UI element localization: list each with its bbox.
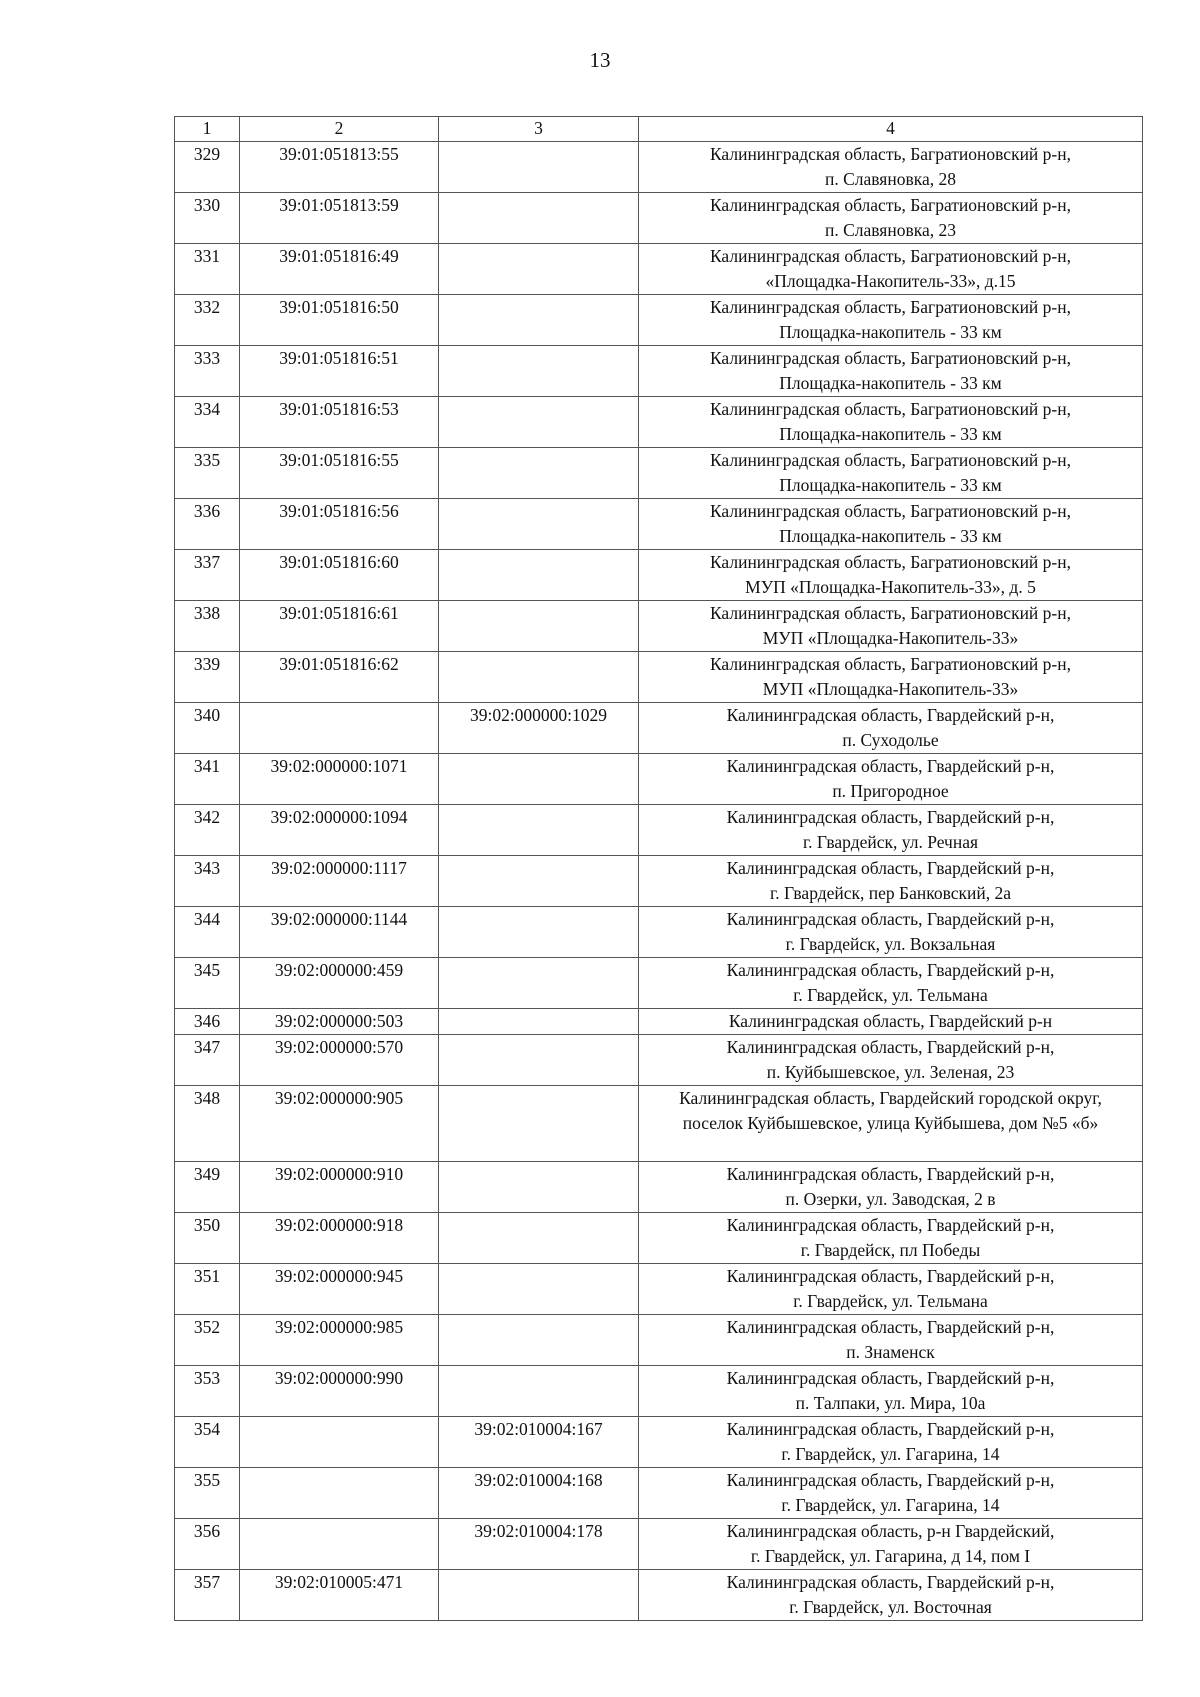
- address-line-1: Калининградская область, Багратионовский р-н,: [709, 654, 1071, 674]
- table-row: [175, 295, 1143, 346]
- address-line-1: Калининградская область, Багратионовский р-н,: [709, 195, 1071, 215]
- table-body: [175, 142, 1143, 1621]
- row-number-cell: 338: [175, 601, 240, 652]
- cadastral-number-cell: 39:01:051816:62: [240, 652, 439, 703]
- row-number-cell: 351: [175, 1264, 240, 1315]
- cadastral-number-alt-cell: [439, 601, 639, 652]
- address-cell: [639, 907, 1143, 958]
- address-cell: [639, 601, 1143, 652]
- table-row: [175, 1570, 1143, 1621]
- row-number-cell: 332: [175, 295, 240, 346]
- row-number-cell: 349: [175, 1162, 240, 1213]
- address-cell: [639, 1086, 1143, 1162]
- address-cell: [639, 958, 1143, 1009]
- table-row: [175, 244, 1143, 295]
- cadastral-number-cell: [240, 703, 439, 754]
- table-row: [175, 1162, 1143, 1213]
- row-number-cell: 356: [175, 1519, 240, 1570]
- table-row: [175, 1417, 1143, 1468]
- address-line-1: Калининградская область, Гвардейский р-н,: [726, 960, 1055, 980]
- address-cell: [639, 1162, 1143, 1213]
- address-cell: [639, 805, 1143, 856]
- address-line-1: Калининградская область, Багратионовский р-н,: [709, 297, 1071, 317]
- row-number-cell: 345: [175, 958, 240, 1009]
- table-row: [175, 1035, 1143, 1086]
- table-row: [175, 652, 1143, 703]
- address-line-1: Калининградская область, Гвардейский р-н,: [726, 807, 1055, 827]
- cadastral-number-alt-cell: [439, 1035, 639, 1086]
- table-row: [175, 754, 1143, 805]
- address-line-1: Калининградская область, Багратионовский р-н,: [709, 246, 1071, 266]
- row-number-cell: 337: [175, 550, 240, 601]
- address-line-1: Калининградская область, Гвардейский р-н,: [726, 1317, 1055, 1337]
- row-number-cell: 352: [175, 1315, 240, 1366]
- address-line-2: Площадка-накопитель - 33 км: [779, 475, 1002, 495]
- cadastral-number-alt-cell: 39:02:010004:178: [439, 1519, 639, 1570]
- address-line-2: г. Гвардейск, ул. Вокзальная: [785, 934, 996, 954]
- cadastral-number-cell: [240, 1468, 439, 1519]
- table-row: [175, 1213, 1143, 1264]
- row-number-cell: 350: [175, 1213, 240, 1264]
- address-line-2: п. Озерки, ул. Заводская, 2 в: [785, 1189, 996, 1209]
- row-number-cell: 336: [175, 499, 240, 550]
- address-cell: [639, 397, 1143, 448]
- address-cell: [639, 1264, 1143, 1315]
- cadastral-number-alt-cell: [439, 346, 639, 397]
- cadastral-number-cell: 39:01:051813:55: [240, 142, 439, 193]
- row-number-cell: 354: [175, 1417, 240, 1468]
- row-number-cell: 355: [175, 1468, 240, 1519]
- table-row: [175, 142, 1143, 193]
- cadastral-number-alt-cell: [439, 550, 639, 601]
- cadastral-number-alt-cell: [439, 754, 639, 805]
- address-line-2: поселок Куйбышевское, улица Куйбышева, дом №5 «б»: [682, 1113, 1099, 1133]
- cadastral-number-alt-cell: [439, 1162, 639, 1213]
- cadastral-number-cell: 39:02:000000:570: [240, 1035, 439, 1086]
- cadastral-number-alt-cell: [439, 244, 639, 295]
- row-number-cell: 353: [175, 1366, 240, 1417]
- table-header-row: [175, 117, 1143, 142]
- cadastral-number-alt-cell: [439, 1570, 639, 1621]
- cadastral-number-alt-cell: [439, 193, 639, 244]
- address-line-2: г. Гвардейск, ул. Восточная: [789, 1597, 992, 1617]
- address-line-2: п. Славяновка, 28: [824, 169, 956, 189]
- address-line-2: п. Знаменск: [846, 1342, 935, 1362]
- table-row: [175, 397, 1143, 448]
- address-line-2: п. Славяновка, 23: [824, 220, 956, 240]
- row-number-cell: 343: [175, 856, 240, 907]
- address-line-1: Калининградская область, Гвардейский р-н,: [726, 705, 1055, 725]
- address-line-2: Площадка-накопитель - 33 км: [779, 424, 1002, 444]
- cadastral-number-cell: 39:02:010005:471: [240, 1570, 439, 1621]
- table-row: [175, 1468, 1143, 1519]
- address-line-2: г. Гвардейск, ул. Тельмана: [793, 985, 988, 1005]
- table-row: [175, 1264, 1143, 1315]
- cadastral-number-alt-cell: [439, 1086, 639, 1162]
- row-number-cell: 340: [175, 703, 240, 754]
- cadastral-number-alt-cell: [439, 448, 639, 499]
- address-cell: [639, 193, 1143, 244]
- cadastral-number-cell: [240, 1519, 439, 1570]
- address-cell: [639, 244, 1143, 295]
- address-cell: [639, 1009, 1143, 1035]
- cadastral-number-alt-cell: [439, 652, 639, 703]
- cadastral-number-cell: 39:02:000000:1071: [240, 754, 439, 805]
- address-line-2: г. Гвардейск, ул. Тельмана: [793, 1291, 988, 1311]
- address-line-2: г. Гвардейск, ул. Гагарина, 14: [781, 1444, 1000, 1464]
- address-line-2: «Площадка-Накопитель-33», д.15: [765, 271, 1016, 291]
- cadastral-number-alt-cell: 39:02:010004:168: [439, 1468, 639, 1519]
- address-line-1: Калининградская область, Гвардейский р-н,: [726, 1164, 1055, 1184]
- address-cell: [639, 1417, 1143, 1468]
- address-cell: [639, 448, 1143, 499]
- cadastral-number-cell: 39:02:000000:1117: [240, 856, 439, 907]
- table-row: [175, 346, 1143, 397]
- address-line-1: Калининградская область, Гвардейский р-н: [728, 1011, 1053, 1031]
- address-cell: [639, 703, 1143, 754]
- row-number-cell: 339: [175, 652, 240, 703]
- address-line-1: Калининградская область, Багратионовский р-н,: [709, 144, 1071, 164]
- cadastral-number-alt-cell: [439, 1366, 639, 1417]
- cadastral-number-cell: 39:01:051816:53: [240, 397, 439, 448]
- address-line-1: Калининградская область, Гвардейский р-н,: [726, 909, 1055, 929]
- cadastral-number-cell: 39:02:000000:1144: [240, 907, 439, 958]
- table-row: [175, 1366, 1143, 1417]
- cadastral-number-alt-cell: [439, 142, 639, 193]
- table-row: [175, 499, 1143, 550]
- cadastral-number-cell: 39:01:051816:49: [240, 244, 439, 295]
- address-line-2: п. Талпаки, ул. Мира, 10а: [795, 1393, 986, 1413]
- address-line-1: Калининградская область, Гвардейский городской округ,: [679, 1088, 1102, 1108]
- address-line-2: г. Гвардейск, ул. Речная: [802, 832, 979, 852]
- cadastral-number-cell: 39:02:000000:910: [240, 1162, 439, 1213]
- cadastral-number-alt-cell: [439, 856, 639, 907]
- table-row: [175, 1009, 1143, 1035]
- address-cell: [639, 295, 1143, 346]
- address-cell: [639, 1570, 1143, 1621]
- address-line-2: МУП «Площадка-Накопитель-33»: [762, 628, 1019, 648]
- row-number-cell: 357: [175, 1570, 240, 1621]
- table-row: [175, 1519, 1143, 1570]
- address-line-2: Площадка-накопитель - 33 км: [779, 373, 1002, 393]
- cadastral-number-alt-cell: 39:02:010004:167: [439, 1417, 639, 1468]
- address-line-2: г. Гвардейск, ул. Гагарина, д 14, пом I: [750, 1546, 1031, 1566]
- table-row: [175, 601, 1143, 652]
- address-line-1: Калининградская область, Гвардейский р-н,: [726, 1037, 1055, 1057]
- address-line-1: Калининградская область, Багратионовский р-н,: [709, 450, 1071, 470]
- address-cell: [639, 1468, 1143, 1519]
- address-line-1: Калининградская область, Гвардейский р-н,: [726, 1215, 1055, 1235]
- address-line-1: Калининградская область, Гвардейский р-н,: [726, 1368, 1055, 1388]
- row-number-cell: 341: [175, 754, 240, 805]
- address-cell: [639, 346, 1143, 397]
- cadastral-number-cell: 39:01:051816:56: [240, 499, 439, 550]
- address-cell: [639, 1213, 1143, 1264]
- row-number-cell: 333: [175, 346, 240, 397]
- address-cell: [639, 856, 1143, 907]
- cadastral-number-cell: 39:02:000000:503: [240, 1009, 439, 1035]
- header-col-3: 3: [439, 117, 639, 142]
- row-number-cell: 335: [175, 448, 240, 499]
- address-line-2: г. Гвардейск, ул. Гагарина, 14: [781, 1495, 1000, 1515]
- cadastral-number-cell: 39:02:000000:945: [240, 1264, 439, 1315]
- address-line-1: Калининградская область, р-н Гвардейский,: [726, 1521, 1055, 1541]
- header-col-1: 1: [175, 117, 240, 142]
- cadastral-number-cell: 39:01:051816:55: [240, 448, 439, 499]
- table-row: [175, 958, 1143, 1009]
- address-cell: [639, 1315, 1143, 1366]
- address-line-1: Калининградская область, Багратионовский р-н,: [709, 603, 1071, 623]
- cadastral-number-alt-cell: [439, 958, 639, 1009]
- table-row: [175, 1315, 1143, 1366]
- address-line-2: г. Гвардейск, пл Победы: [800, 1240, 981, 1260]
- cadastral-number-alt-cell: [439, 1315, 639, 1366]
- address-cell: [639, 652, 1143, 703]
- cadastral-number-cell: 39:01:051816:60: [240, 550, 439, 601]
- address-cell: [639, 1519, 1143, 1570]
- cadastral-number-alt-cell: 39:02:000000:1029: [439, 703, 639, 754]
- address-line-1: Калининградская область, Багратионовский р-н,: [709, 501, 1071, 521]
- address-line-2: Площадка-накопитель - 33 км: [779, 526, 1002, 546]
- table-row: [175, 1086, 1143, 1162]
- address-line-2: п. Пригородное: [832, 781, 949, 801]
- address-line-1: Калининградская область, Багратионовский р-н,: [709, 552, 1071, 572]
- row-number-cell: 334: [175, 397, 240, 448]
- header-col-4: 4: [639, 117, 1143, 142]
- address-line-1: Калининградская область, Гвардейский р-н,: [726, 1470, 1055, 1490]
- cadastral-number-cell: 39:02:000000:918: [240, 1213, 439, 1264]
- row-number-cell: 344: [175, 907, 240, 958]
- cadastral-number-alt-cell: [439, 1264, 639, 1315]
- cadastral-number-cell: 39:01:051816:51: [240, 346, 439, 397]
- table-row: [175, 856, 1143, 907]
- cadastral-number-alt-cell: [439, 295, 639, 346]
- cadastral-number-alt-cell: [439, 397, 639, 448]
- cadastral-number-alt-cell: [439, 1009, 639, 1035]
- address-line-2: МУП «Площадка-Накопитель-33», д. 5: [745, 577, 1036, 597]
- data-table: [174, 116, 1143, 1621]
- address-line-1: Калининградская область, Гвардейский р-н,: [726, 1419, 1055, 1439]
- address-line-2: п. Суходолье: [842, 730, 939, 750]
- row-number-cell: 347: [175, 1035, 240, 1086]
- cadastral-number-alt-cell: [439, 907, 639, 958]
- address-line-1: Калининградская область, Багратионовский р-н,: [709, 348, 1071, 368]
- cadastral-number-cell: [240, 1417, 439, 1468]
- row-number-cell: 346: [175, 1009, 240, 1035]
- table-row: [175, 448, 1143, 499]
- cadastral-number-cell: 39:02:000000:1094: [240, 805, 439, 856]
- address-cell: [639, 1366, 1143, 1417]
- address-line-1: Калининградская область, Гвардейский р-н,: [726, 858, 1055, 878]
- address-cell: [639, 754, 1143, 805]
- row-number-cell: 348: [175, 1086, 240, 1162]
- address-cell: [639, 142, 1143, 193]
- address-line-2: МУП «Площадка-Накопитель-33»: [762, 679, 1019, 699]
- cadastral-number-cell: 39:01:051816:50: [240, 295, 439, 346]
- cadastral-number-alt-cell: [439, 1213, 639, 1264]
- address-line-2: Площадка-накопитель - 33 км: [779, 322, 1002, 342]
- table-row: [175, 703, 1143, 754]
- cadastral-number-cell: 39:01:051813:59: [240, 193, 439, 244]
- header-col-2: 2: [240, 117, 439, 142]
- address-line-1: Калининградская область, Багратионовский р-н,: [709, 399, 1071, 419]
- cadastral-number-cell: 39:01:051816:61: [240, 601, 439, 652]
- cadastral-number-cell: 39:02:000000:990: [240, 1366, 439, 1417]
- page-number: 13: [589, 48, 611, 72]
- address-cell: [639, 499, 1143, 550]
- address-line-1: Калининградская область, Гвардейский р-н,: [726, 756, 1055, 776]
- cadastral-number-cell: 39:02:000000:459: [240, 958, 439, 1009]
- address-line-2: г. Гвардейск, пер Банковский, 2а: [769, 883, 1011, 903]
- address-line-1: Калининградская область, Гвардейский р-н,: [726, 1266, 1055, 1286]
- address-cell: [639, 1035, 1143, 1086]
- table-row: [175, 907, 1143, 958]
- cadastral-number-cell: 39:02:000000:905: [240, 1086, 439, 1162]
- row-number-cell: 331: [175, 244, 240, 295]
- row-number-cell: 342: [175, 805, 240, 856]
- address-line-2: п. Куйбышевское, ул. Зеленая, 23: [766, 1062, 1015, 1082]
- table-row: [175, 805, 1143, 856]
- address-line-1: Калининградская область, Гвардейский р-н,: [726, 1572, 1055, 1592]
- row-number-cell: 329: [175, 142, 240, 193]
- table-row: [175, 550, 1143, 601]
- cadastral-number-alt-cell: [439, 805, 639, 856]
- cadastral-number-alt-cell: [439, 499, 639, 550]
- row-number-cell: 330: [175, 193, 240, 244]
- table-row: [175, 193, 1143, 244]
- address-cell: [639, 550, 1143, 601]
- cadastral-number-cell: 39:02:000000:985: [240, 1315, 439, 1366]
